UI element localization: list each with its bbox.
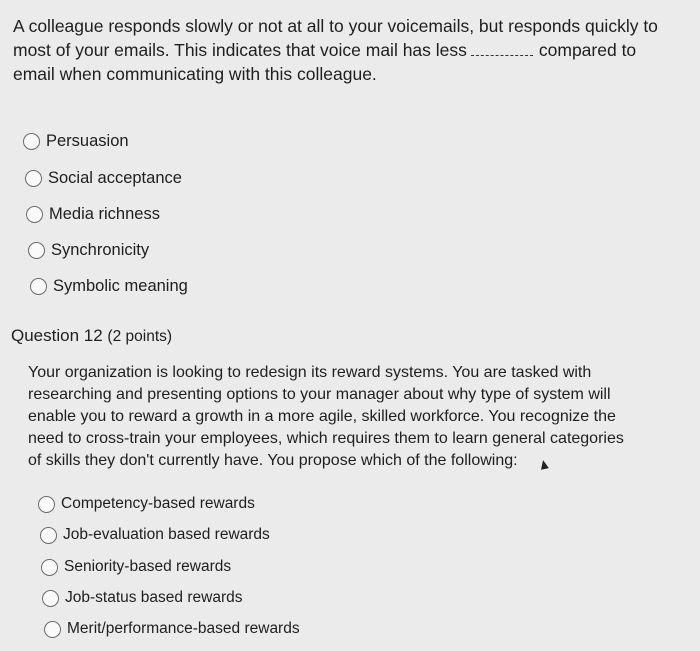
q12-option-merit-performance[interactable] (44, 620, 300, 638)
question-11-text-after-blank: compared to email when communicating with this colleague. (13, 40, 637, 84)
option-label: Media richness (49, 205, 160, 223)
option-label: Job-evaluation based rewards (63, 526, 270, 543)
radio-button[interactable] (44, 621, 61, 638)
option-label: Social acceptance (48, 169, 182, 187)
option-label: Job-status based rewards (65, 589, 243, 606)
radio-button[interactable] (38, 496, 55, 513)
q12-option-job-evaluation[interactable] (40, 526, 270, 544)
option-label: Merit/performance-based rewards (67, 620, 300, 637)
question-12-points: (2 points) (107, 328, 173, 345)
question-11-text-before-blank: A colleague responds slowly or not at all to your voicemails, but responds quickly to most of your emails. This indicates that voice mail has less (13, 16, 658, 60)
option-label: Competency-based rewards (61, 495, 255, 512)
radio-button[interactable] (40, 527, 57, 544)
radio-button[interactable] (42, 590, 59, 607)
q12-option-seniority-based[interactable] (41, 558, 231, 576)
question-12-title: Question 12 (11, 326, 103, 345)
radio-button[interactable] (41, 559, 58, 576)
option-label: Symbolic meaning (53, 277, 188, 295)
q12-option-job-status[interactable] (42, 589, 242, 607)
option-label: Seniority-based rewards (64, 558, 232, 575)
question-12-prompt: Your organization is looking to redesign its reward systems. You are tasked with researching and presenting options to your manager about why type of system will enable you to reward a growth in a more agile, skilled workforce. You recognize the need to cross-train your employees, which requires them to learn general categories of skills they don't currently have. You propose which of the following: (28, 364, 624, 469)
option-label: Persuasion (46, 132, 129, 150)
q12-option-competency-based[interactable] (38, 495, 255, 513)
option-label: Synchronicity (51, 241, 150, 259)
